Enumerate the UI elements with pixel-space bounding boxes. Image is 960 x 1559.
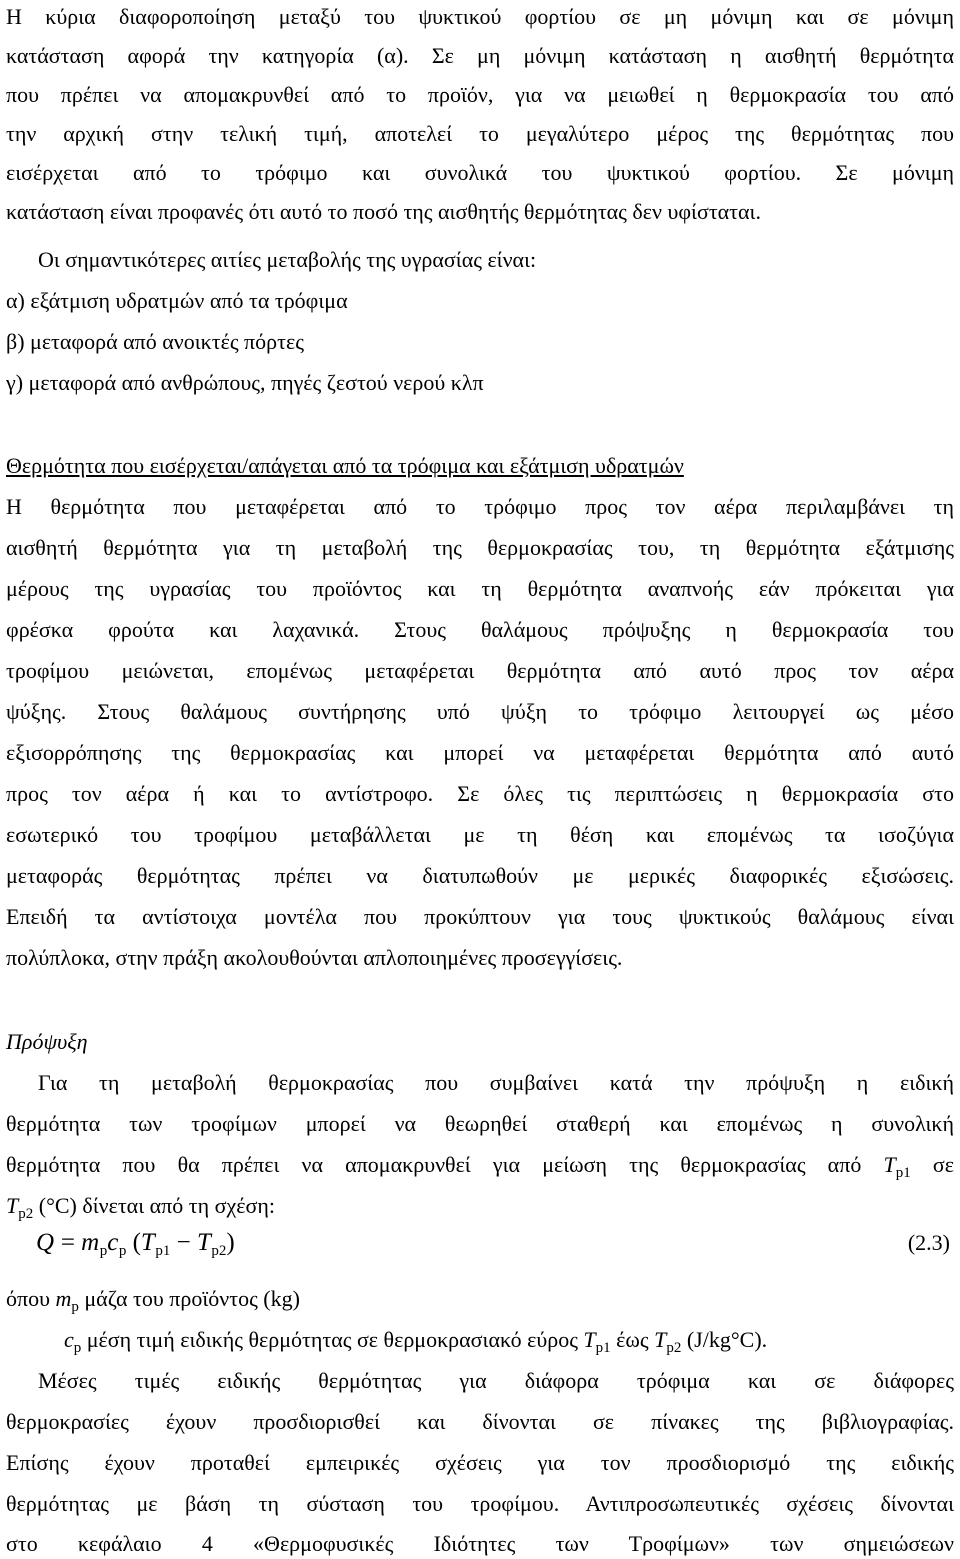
definition-c <box>64 1327 954 1356</box>
text-line: θερμοκρασίες έχουν προσδιορισθεί και δίνονται σε πίνακες της βιβλιογραφίας. <box>6 1409 954 1434</box>
text-line: κατάσταση αφορά την κατηγορία (α). Σε μη μόνιμη κατάσταση η αισθητή θερμότητα <box>6 43 954 68</box>
text-line: Για τη μεταβολή θερμοκρασίας που συμβαίνει κατά την πρόψυξη η ειδική <box>38 1070 954 1095</box>
text-line: κατάσταση είναι προφανές ότι αυτό το ποσό της αισθητής θερμότητας δεν υφίσταται. <box>6 199 761 224</box>
equation-body <box>36 1226 235 1263</box>
subscript: p <box>71 1299 79 1315</box>
subscript: p2 <box>666 1340 682 1356</box>
text-line: αισθητή θερμότητα για τη μεταβολή της θερμοκρασίας του, τη θερμότητα εξάτμισης <box>6 535 954 560</box>
text-line: Επειδή τα αντίστοιχα μοντέλα που προκύπτουν για τους ψυκτικούς θαλάμους είναι <box>6 904 954 929</box>
text-span: θερμότητα που θα πρέπει να απομακρυνθεί για μείωση της θερμοκρασίας από <box>6 1152 862 1177</box>
symbol-T: T <box>654 1327 667 1352</box>
section-heading: Θερμότητα που εισέρχεται/απάγεται από τα τρόφιμα και εξάτμιση υδρατμών <box>6 453 684 478</box>
text-line: θερμότητα των τροφίμων μπορεί να θεωρηθεί σταθερή και επομένως η συνολική <box>6 1111 954 1136</box>
text-line: μέρους της υγρασίας του προϊόντος και τη θερμότητα αναπνοής εάν πρόκειται για <box>6 576 954 601</box>
equals-sign: = <box>60 1229 75 1256</box>
symbol-T: T <box>140 1229 156 1256</box>
definition-text: μέση τιμή ειδικής θερμότητας σε θερμοκρασιακό εύρος <box>86 1327 578 1352</box>
text-line: στο κεφάλαιο 4 «Θερμοφυσικές Ιδιότητες των Τροφίμων» των σημειώσεων <box>6 1531 954 1556</box>
list-item: β) μεταφορά από ανοικτές πόρτες <box>6 329 304 354</box>
symbol-m: m <box>81 1229 100 1256</box>
text-span: έως <box>616 1327 649 1352</box>
definition-m <box>6 1286 954 1315</box>
unit-text: (J/kg°C). <box>686 1327 768 1352</box>
text-line: τροφίμου μειώνεται, επομένως μεταφέρεται θερμότητα από αυτό προς τον αέρα <box>6 658 954 683</box>
paren-close: ) <box>226 1229 235 1256</box>
text-line: φρέσκα φρούτα και λαχανικά. Στους θαλάμους πρόψυξης η θερμοκρασία του <box>6 617 954 642</box>
humidity-intro: Οι σημαντικότερες αιτίες μεταβολής της υγρασίας είναι: <box>38 247 537 272</box>
text-line: πολύπλοκα, στην πράξη ακολουθούνται απλοποιημένες προσεγγίσεις. <box>6 945 623 970</box>
list-item: γ) μεταφορά από ανθρώπους, πηγές ζεστού νερού κλπ <box>6 370 484 395</box>
text-span: (°C) δίνεται από τη σχέση: <box>38 1193 275 1218</box>
subscript: p <box>118 1243 127 1259</box>
subscript: p2 <box>18 1206 34 1222</box>
subheading: Πρόψυξη <box>6 1029 88 1054</box>
symbol-c: c <box>107 1229 119 1256</box>
symbol-m: m <box>55 1286 72 1311</box>
equation <box>6 1226 954 1260</box>
symbol-Q: Q <box>36 1229 55 1256</box>
equation-number: (2.3) <box>907 1230 950 1255</box>
list-item: α) εξάτμιση υδρατμών από τα τρόφιμα <box>6 288 348 313</box>
text-line: Μέσες τιμές ειδικής θερμότητας για διάφορα τρόφιμα και σε διάφορες <box>38 1368 954 1393</box>
symbol-c: c <box>64 1327 74 1352</box>
text-line: μεταφοράς θερμότητας πρέπει να διατυπωθούν με μερικές διαφορικές εξισώσεις. <box>6 863 954 888</box>
text-line <box>6 1193 954 1222</box>
symbol-T: T <box>6 1193 19 1218</box>
text-line: εσωτερικό του τροφίμου μεταβάλλεται με τη θέση και επομένως τα ισοζύγια <box>6 822 954 847</box>
subscript: p <box>99 1243 108 1259</box>
text-line: Η κύρια διαφοροποίηση μεταξύ του ψυκτικού φορτίου σε μη μόνιμη και σε μόνιμη <box>6 4 954 29</box>
text-line <box>6 1152 954 1181</box>
subscript: p1 <box>155 1243 171 1259</box>
text-line: θερμότητας με βάση τη σύσταση του τροφίμου. Αντιπροσωπευτικές σχέσεις δίνονται <box>6 1491 954 1516</box>
symbol-T: T <box>196 1229 212 1256</box>
text-line: εξισορρόπησης της θερμοκρασίας και μπορεί να μεταφέρεται θερμότητα από αυτό <box>6 740 954 765</box>
symbol-T: T <box>583 1327 596 1352</box>
text-line: ψύξης. Στους θαλάμους συντήρησης υπό ψύξη το τρόφιμο λειτουργεί ως μέσο <box>6 699 954 724</box>
text-line: που πρέπει να απομακρυνθεί από το προϊόν, για να μειωθεί η θερμοκρασία του από <box>6 82 954 107</box>
definition-text: μάζα του προϊόντος (kg) <box>84 1286 300 1311</box>
minus-sign: − <box>176 1229 191 1256</box>
text-line: Η θερμότητα που μεταφέρεται από το τρόφιμο προς τον αέρα περιλαμβάνει τη <box>6 494 954 519</box>
symbol-T: T <box>883 1152 896 1177</box>
subscript: p1 <box>895 1165 911 1181</box>
text-line: Επίσης έχουν προταθεί εμπειρικές σχέσεις για τον προσδιορισμό της ειδικής <box>6 1450 954 1475</box>
paren-open: ( <box>132 1229 141 1256</box>
text-span: σε <box>932 1152 954 1177</box>
subscript: p1 <box>595 1340 611 1356</box>
subscript: p <box>73 1340 82 1356</box>
text-line: την αρχική στην τελική τιμή, αποτελεί το μεγαλύτερο μέρος της θερμότητας που <box>6 121 954 146</box>
text-line: εισέρχεται από το τρόφιμο και συνολικά του ψυκτικού φορτίου. Σε μόνιμη <box>6 160 954 185</box>
text-line: προς τον αέρα ή και το αντίστροφο. Σε όλες τις περιπτώσεις η θερμοκρασία στο <box>6 781 954 806</box>
subscript: p2 <box>211 1243 227 1259</box>
where-prefix: όπου <box>6 1286 50 1311</box>
